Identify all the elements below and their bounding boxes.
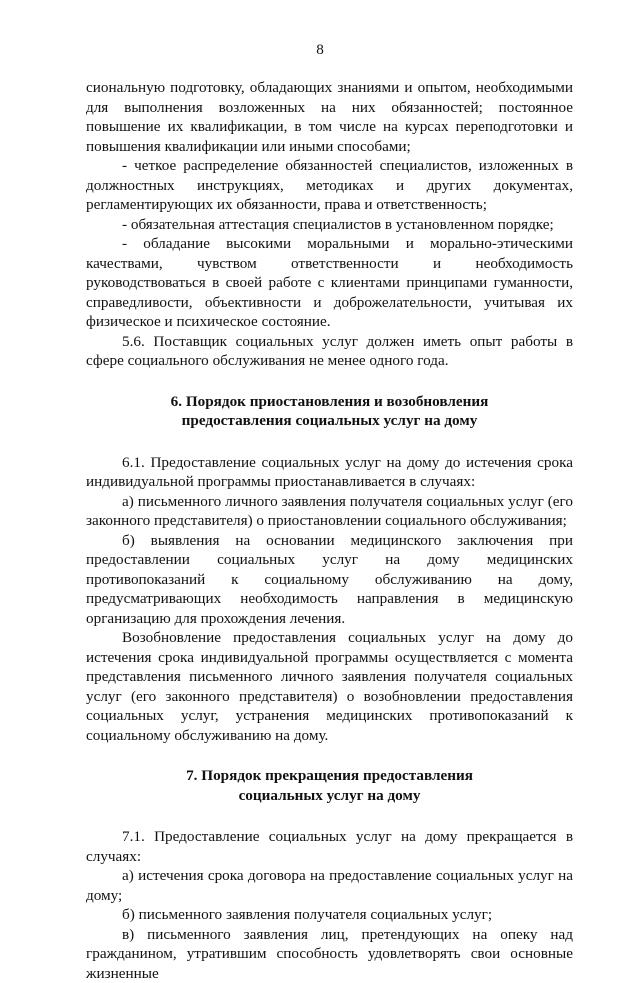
section-6-heading: [86, 392, 573, 431]
section-7-heading-line2: социальных услуг на дому: [239, 787, 421, 804]
paragraph: сиональную подготовку, обладающих знаниями и опытом, необходимыми для выполнения возложенных на них обязанностей; постоянное повышение их квалификации, в том числе на курсах переподготовки и повышения квалификации или иными способами;: [86, 78, 573, 156]
paragraph: - обязательная аттестация специалистов в установленном порядке;: [86, 215, 573, 235]
paragraph: 7.1. Предоставление социальных услуг на дому прекращается в случаях:: [86, 827, 573, 866]
section-6-heading-line2: предоставления социальных услуг на дому: [182, 412, 478, 429]
paragraph: 5.6. Поставщик социальных услуг должен иметь опыт работы в сфере социального обслуживания не менее одного года.: [86, 332, 573, 371]
section-7-heading: [86, 766, 573, 805]
paragraph: - четкое распределение обязанностей специалистов, изложенных в должностных инструкциях, методиках и других документах, регламентирующих их обязанности, права и ответственность;: [86, 156, 573, 215]
paragraph: а) истечения срока договора на предоставление социальных услуг на дому;: [86, 866, 573, 905]
paragraph: Возобновление предоставления социальных услуг на дому до истечения срока индивидуальной программы осуществляется с момента представления письменного личного заявления получателя социальных услуг (его законного представителя) о возобновлении предоставления социальных услуг, устранения медицинских противопоказаний к социальному обслуживанию на дому.: [86, 628, 573, 745]
paragraph: б) письменного заявления получателя социальных услуг;: [86, 905, 573, 925]
paragraph: б) выявления на основании медицинского заключения при предоставлении социальных услуг на дому медицинских противопоказаний к социальному обслуживанию на дому, предусматривающих необходимость направления в медицинскую организацию для прохождения лечения.: [86, 531, 573, 629]
paragraph: в) письменного заявления лиц, претендующих на опеку над гражданином, утратившим способность удовлетворять свои основные жизненные: [86, 925, 573, 983]
paragraph: 6.1. Предоставление социальных услуг на дому до истечения срока индивидуальной программы приостанавливается в случаях:: [86, 453, 573, 492]
document-body: [86, 78, 573, 983]
section-7-heading-line1: 7. Порядок прекращения предоставления: [186, 767, 473, 784]
section-6-heading-line1: 6. Порядок приостановления и возобновления: [171, 393, 489, 410]
page-number: 8: [0, 40, 640, 60]
paragraph: - обладание высокими моральными и морально-этическими качествами, чувством ответственности и необходимость руководствоваться в своей работе с клиентами принципами гуманности, справедливости, объективности и доброжелательности, учитывая их физическое и психическое состояние.: [86, 234, 573, 332]
paragraph: а) письменного личного заявления получателя социальных услуг (его законного представителя) о приостановлении социального обслуживания;: [86, 492, 573, 531]
